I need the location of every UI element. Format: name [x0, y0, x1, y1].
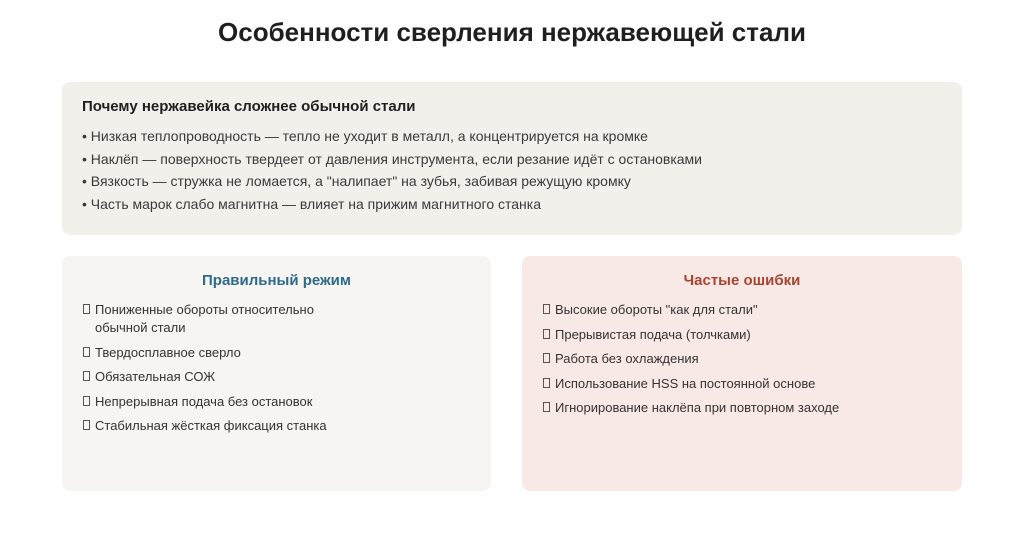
list-item [82, 344, 471, 362]
common-mistakes-card [522, 256, 962, 491]
list-item-text: Обязательная СОЖ [95, 369, 216, 385]
page-title: Особенности сверления нержавеющей стали [218, 17, 806, 47]
list-item [82, 393, 471, 411]
list-item: • Низкая теплопроводность — тепло не уходит в металл, а концентрируется на кромке [82, 125, 942, 148]
missing-glyph-box-icon [83, 304, 90, 314]
list-item-text: Высокие обороты "как для стали" [555, 302, 758, 317]
common-mistakes-list [542, 301, 942, 417]
missing-glyph-box-icon [83, 420, 90, 430]
correct-mode-list [82, 301, 471, 435]
list-item [542, 399, 942, 417]
missing-glyph-box-icon [543, 329, 550, 339]
why-harder-list [82, 125, 942, 215]
list-item-text: Прерывистая подача (толчками) [555, 326, 751, 342]
list-item-text: Твердосплавное сверло [95, 344, 241, 360]
correct-mode-heading: Правильный режим [202, 272, 351, 289]
list-item [542, 326, 942, 344]
list-item-text: Использование HSS на постоянной основе [555, 375, 816, 391]
common-mistakes-heading: Частые ошибки [683, 272, 801, 289]
list-item [542, 301, 942, 319]
missing-glyph-box-icon [543, 378, 550, 388]
missing-glyph-box-icon [83, 347, 90, 357]
list-item [542, 350, 942, 368]
list-item-text: Непрерывная подача без остановок [95, 393, 313, 409]
list-item-text: Стабильная жёсткая фиксация станка [95, 418, 327, 434]
list-item-text: Работа без охлаждения [555, 351, 699, 367]
list-item [82, 417, 471, 435]
list-item: • Вязкость — стружка не ломается, а "налипает" на зубья, забивая режущую кромку [82, 170, 942, 193]
list-item-text: Игнорирование наклёпа при повторном заходе [555, 400, 840, 416]
missing-glyph-box-icon [83, 371, 90, 381]
correct-mode-card [62, 256, 491, 491]
list-item [82, 301, 471, 337]
list-item-text: Пониженные обороты относительно обычной стали [95, 302, 314, 335]
missing-glyph-box-icon [543, 304, 550, 314]
missing-glyph-box-icon [543, 353, 550, 363]
list-item [542, 375, 942, 393]
missing-glyph-box-icon [543, 402, 550, 412]
why-harder-card [62, 82, 962, 235]
why-harder-heading: Почему нержавейка сложнее обычной стали [82, 98, 416, 115]
missing-glyph-box-icon [83, 396, 90, 406]
list-item: • Часть марок слабо магнитна — влияет на прижим магнитного станка [82, 193, 942, 216]
list-item [82, 368, 471, 386]
list-item: • Наклёп — поверхность твердеет от давления инструмента, если резание идёт с остановками [82, 148, 942, 171]
